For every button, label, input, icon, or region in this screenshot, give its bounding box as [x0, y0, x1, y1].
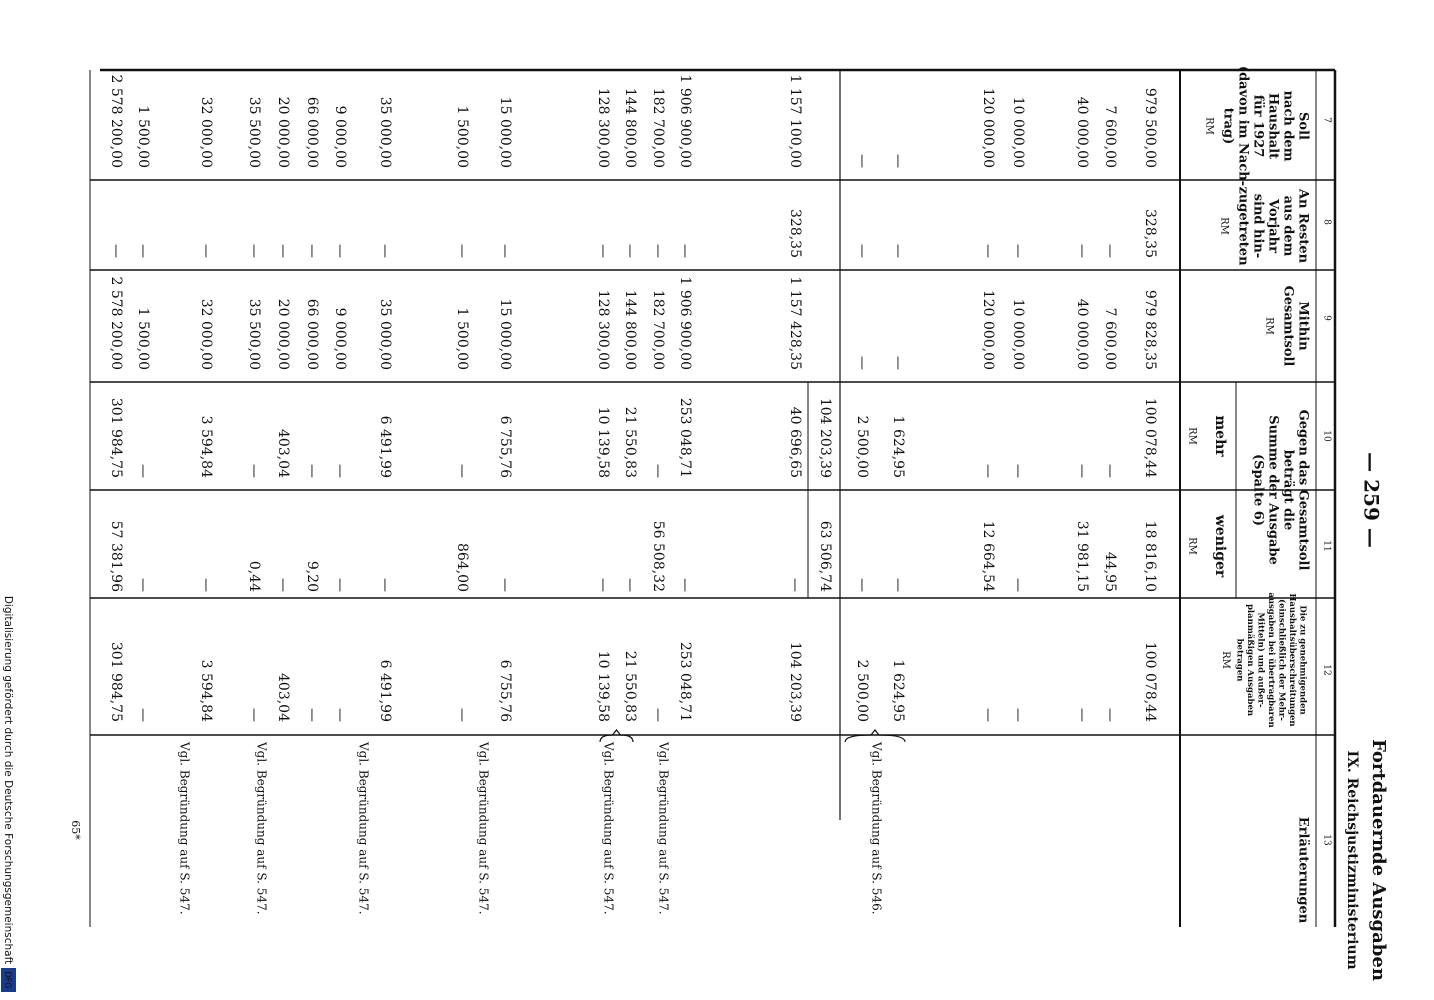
table-cell: 1 624,95: [890, 659, 906, 722]
table-cell: —: [377, 578, 393, 592]
table-cell: 7 600,00: [1102, 105, 1118, 168]
table-cell: —: [246, 708, 262, 722]
table-cell: 35 500,00: [246, 96, 262, 168]
explanation-note: Vgl. Begründung auf S. 547.: [476, 742, 491, 915]
table-cell: 182 700,00: [650, 87, 666, 168]
table-cell: —: [595, 244, 611, 258]
table-cell: 63 506,74: [817, 520, 833, 592]
table-cell: 7 600,00: [1102, 307, 1118, 370]
table-cell: —: [497, 578, 513, 592]
column-header-line: zugetreten: [1235, 186, 1251, 266]
table-cell: 3 594,84: [198, 659, 214, 722]
table-cell: 301 984,75: [108, 641, 124, 722]
column-header-line: Die zu genehmigenden: [1297, 605, 1308, 715]
table-cell: 253 048,71: [677, 641, 693, 722]
column-header-line: für 1927: [1250, 94, 1266, 158]
table-cell: 253 048,71: [677, 397, 693, 478]
table-cell: 15 000,00: [497, 96, 513, 168]
table-cell: —: [890, 244, 906, 258]
unit-label: RM: [1263, 317, 1275, 335]
table-cell: —: [890, 154, 906, 168]
table-cell: —: [246, 464, 262, 478]
table-cell: 328,35: [1142, 209, 1158, 258]
table-cell: —: [304, 708, 320, 722]
table-cell: —: [650, 244, 666, 258]
table-cell: 120 000,00: [980, 289, 996, 370]
explanation-note: Vgl. Begründung auf S. 547.: [656, 742, 671, 915]
table-cell: —: [454, 708, 470, 722]
page-number: — 259 —: [1359, 452, 1384, 548]
table-rules: [90, 70, 1335, 927]
column-header-line: aus dem: [1280, 195, 1296, 257]
table-cell: —: [1074, 464, 1090, 478]
column-number: 13: [1321, 834, 1332, 846]
table-cell: —: [650, 464, 666, 478]
table-cell: —: [890, 356, 906, 370]
table-cell: 20 000,00: [275, 298, 291, 370]
table-cell: —: [854, 356, 870, 370]
signature-mark: 65*: [69, 820, 82, 840]
column-header-line: Vorjahr: [1265, 199, 1281, 253]
explanation-note: Vgl. Begründung auf S. 546.: [869, 742, 884, 915]
table-cell: 6 491,99: [377, 415, 393, 478]
group-header-line: beträgt die: [1280, 449, 1296, 531]
explanation-note: Vgl. Begründung auf S. 547.: [356, 742, 371, 915]
table-cell: —: [1102, 244, 1118, 258]
explanation-note: Vgl. Begründung auf S. 547.: [177, 742, 192, 915]
table-cell: 9,20: [304, 560, 320, 592]
table-cell: 10 139,58: [595, 650, 611, 722]
group-header-line: Gegen das Gesamtsoll: [1295, 409, 1311, 571]
table-cell: 979 500,00: [1142, 87, 1158, 168]
table-cell: 1 906 900,00: [677, 74, 693, 168]
table-cell: 10 000,00: [1010, 96, 1026, 168]
table-cell: —: [275, 244, 291, 258]
table-cell: 2 500,00: [854, 659, 870, 722]
table-cell: 2 578 200,00: [108, 276, 124, 370]
column-number: 12: [1321, 664, 1332, 676]
table-cell: 403,04: [275, 429, 291, 478]
table-cell: —: [454, 244, 470, 258]
table-cell: —: [198, 578, 214, 592]
table-cell: 120 000,00: [980, 87, 996, 168]
column-header-less: weniger: [1212, 514, 1228, 578]
table-cell: 2 500,00: [854, 415, 870, 478]
table-cell: —: [304, 464, 320, 478]
table-cell: —: [622, 578, 638, 592]
group-header-line: Summe der Ausgabe: [1265, 415, 1281, 565]
table-cell: —: [454, 464, 470, 478]
table-cell: 9 000,00: [332, 105, 348, 168]
table-cell: 100 078,44: [1142, 397, 1158, 478]
table-cell: 1 500,00: [454, 307, 470, 370]
table-cell: —: [650, 708, 666, 722]
table-cell: 9 000,00: [332, 307, 348, 370]
table-cell: 15 000,00: [497, 298, 513, 370]
table-cell: —: [108, 244, 124, 258]
table-cell: —: [1102, 708, 1118, 722]
table-cell: —: [135, 464, 151, 478]
table-cell: —: [980, 708, 996, 722]
column-header-line: (davon im Nach-: [1235, 65, 1251, 187]
column-header-line: Mithin: [1295, 301, 1311, 351]
footer-note: Digitalisierung gefördert durch die Deutsche Forschungsgemeinschaft: [2, 595, 14, 965]
table-cell: —: [890, 578, 906, 592]
table-cell: —: [1074, 708, 1090, 722]
table-cell: —: [980, 464, 996, 478]
table-cell: 1 624,95: [890, 415, 906, 478]
column-number: 10: [1321, 430, 1332, 442]
table-cell: —: [304, 244, 320, 258]
table-cell: 128 300,00: [595, 87, 611, 168]
column-header-line: nach dem: [1280, 90, 1296, 162]
table-cell: —: [1010, 464, 1026, 478]
table-cell: —: [1102, 464, 1118, 478]
table-cell: —: [1074, 244, 1090, 258]
table-cell: 66 000,00: [304, 298, 320, 370]
table-cell: 10 139,58: [595, 406, 611, 478]
table-cell: —: [332, 464, 348, 478]
table-cell: 44,95: [1102, 551, 1118, 592]
table-cell: —: [677, 244, 693, 258]
table-cell: —: [377, 244, 393, 258]
column-number: 8: [1321, 219, 1332, 225]
table-cell: 31 981,15: [1074, 520, 1090, 592]
table-cell: 1 500,00: [135, 105, 151, 168]
group-header-line: (Spalte 6): [1250, 454, 1266, 526]
table-cell: 21 550,83: [622, 650, 638, 722]
explanation-note: Vgl. Begründung auf S. 547.: [601, 742, 616, 915]
explanation-note: Vgl. Begründung auf S. 547.: [254, 742, 269, 915]
table-cell: —: [275, 578, 291, 592]
column-number: 9: [1321, 315, 1332, 321]
column-header-line: Soll: [1295, 112, 1311, 140]
table-cell: —: [854, 578, 870, 592]
table-cell: 1 157 100,00: [787, 74, 803, 168]
column-number: 7: [1321, 117, 1332, 123]
table-cell: 2 578 200,00: [108, 74, 124, 168]
table-cell: 1 500,00: [454, 105, 470, 168]
table-cell: 12 664,54: [980, 520, 996, 592]
table-cell: —: [332, 578, 348, 592]
unit-label: RM: [1186, 537, 1198, 555]
table-cell: 144 800,00: [622, 87, 638, 168]
column-header-line: planmäßigen Ausgaben: [1245, 603, 1255, 717]
table-cell: —: [332, 244, 348, 258]
table-cell: 20 000,00: [275, 96, 291, 168]
table-cell: 40 000,00: [1074, 298, 1090, 370]
unit-label: RM: [1220, 651, 1231, 669]
table-cell: —: [135, 244, 151, 258]
table-cell: 128 300,00: [595, 289, 611, 370]
table-cell: 1 906 900,00: [677, 276, 693, 370]
table-cell: —: [332, 708, 348, 722]
dfg-logo: DFG: [3, 971, 13, 989]
table-cell: —: [677, 578, 693, 592]
table-cell: 40 696,65: [787, 406, 803, 478]
table-cell: 21 550,83: [622, 406, 638, 478]
column-header-line: Mitteln) und außer-: [1255, 612, 1266, 708]
column-header-line: ausgaben bei übertragbaren: [1266, 592, 1276, 728]
column-header-line: sind hin-: [1250, 193, 1266, 259]
column-header-line: An Resten: [1295, 188, 1311, 264]
column-header-line: trag): [1220, 107, 1236, 145]
table-cell: 182 700,00: [650, 289, 666, 370]
table-cell: —: [135, 578, 151, 592]
table-cell: 144 800,00: [622, 289, 638, 370]
column-header-line: Haushalt: [1265, 92, 1281, 160]
column-header-line: Haushaltsüberschreitungen: [1287, 593, 1297, 727]
table-cell: —: [595, 578, 611, 592]
table-cell: —: [1010, 708, 1026, 722]
table-cell: —: [622, 244, 638, 258]
column-header-line: betragen: [1234, 638, 1245, 682]
table-cell: —: [854, 154, 870, 168]
table-cell: 104 203,39: [817, 397, 833, 478]
table-cell: —: [198, 244, 214, 258]
table-cell: 864,00: [454, 543, 470, 592]
table-cell: 104 203,39: [787, 641, 803, 722]
table-body: [108, 74, 1158, 914]
table-cell: 6 491,99: [377, 659, 393, 722]
table-cell: 6 755,76: [497, 659, 513, 722]
table-cell: 979 828,35: [1142, 289, 1158, 370]
unit-label: RM: [1218, 217, 1230, 235]
table-cell: —: [1010, 578, 1026, 592]
table-cell: 328,35: [787, 209, 803, 258]
column-headers: [1187, 66, 1332, 924]
page-header-title: Fortdauernde Ausgaben: [1368, 739, 1389, 981]
table-cell: —: [246, 244, 262, 258]
table-cell: 18 816,10: [1142, 520, 1158, 592]
column-header-line: Erläuterungen: [1295, 816, 1311, 924]
table-cell: 1 500,00: [135, 307, 151, 370]
table-cell: 3 594,84: [198, 415, 214, 478]
table-cell: 0,44: [246, 560, 262, 592]
table-cell: 35 000,00: [377, 298, 393, 370]
column-number: 11: [1321, 540, 1332, 552]
table-cell: 56 508,32: [650, 520, 666, 592]
table-cell: 403,04: [275, 673, 291, 722]
table-cell: —: [135, 708, 151, 722]
unit-label: RM: [1203, 117, 1215, 135]
table-cell: 35 000,00: [377, 96, 393, 168]
unit-label: RM: [1186, 427, 1198, 445]
page-header-subtitle: IX. Reichsjustizministerium: [1344, 750, 1360, 970]
table-cell: —: [787, 578, 803, 592]
table-cell: 1 157 428,35: [787, 276, 803, 370]
table-cell: —: [497, 244, 513, 258]
column-header-line: Gesamtsoll: [1280, 285, 1296, 367]
column-header-more: mehr: [1212, 415, 1228, 457]
column-header-line: (einschließlich der Mehr-: [1276, 599, 1287, 721]
table-cell: —: [854, 244, 870, 258]
table-cell: 57 381,96: [108, 520, 124, 592]
table-cell: 32 000,00: [198, 96, 214, 168]
table-cell: —: [980, 244, 996, 258]
table-cell: 32 000,00: [198, 298, 214, 370]
table-cell: —: [1010, 244, 1026, 258]
table-cell: 6 755,76: [497, 415, 513, 478]
table-cell: 100 078,44: [1142, 641, 1158, 722]
table-cell: 301 984,75: [108, 397, 124, 478]
table-cell: 66 000,00: [304, 96, 320, 168]
table-cell: 35 500,00: [246, 298, 262, 370]
table-cell: 10 000,00: [1010, 298, 1026, 370]
table-cell: 40 000,00: [1074, 96, 1090, 168]
